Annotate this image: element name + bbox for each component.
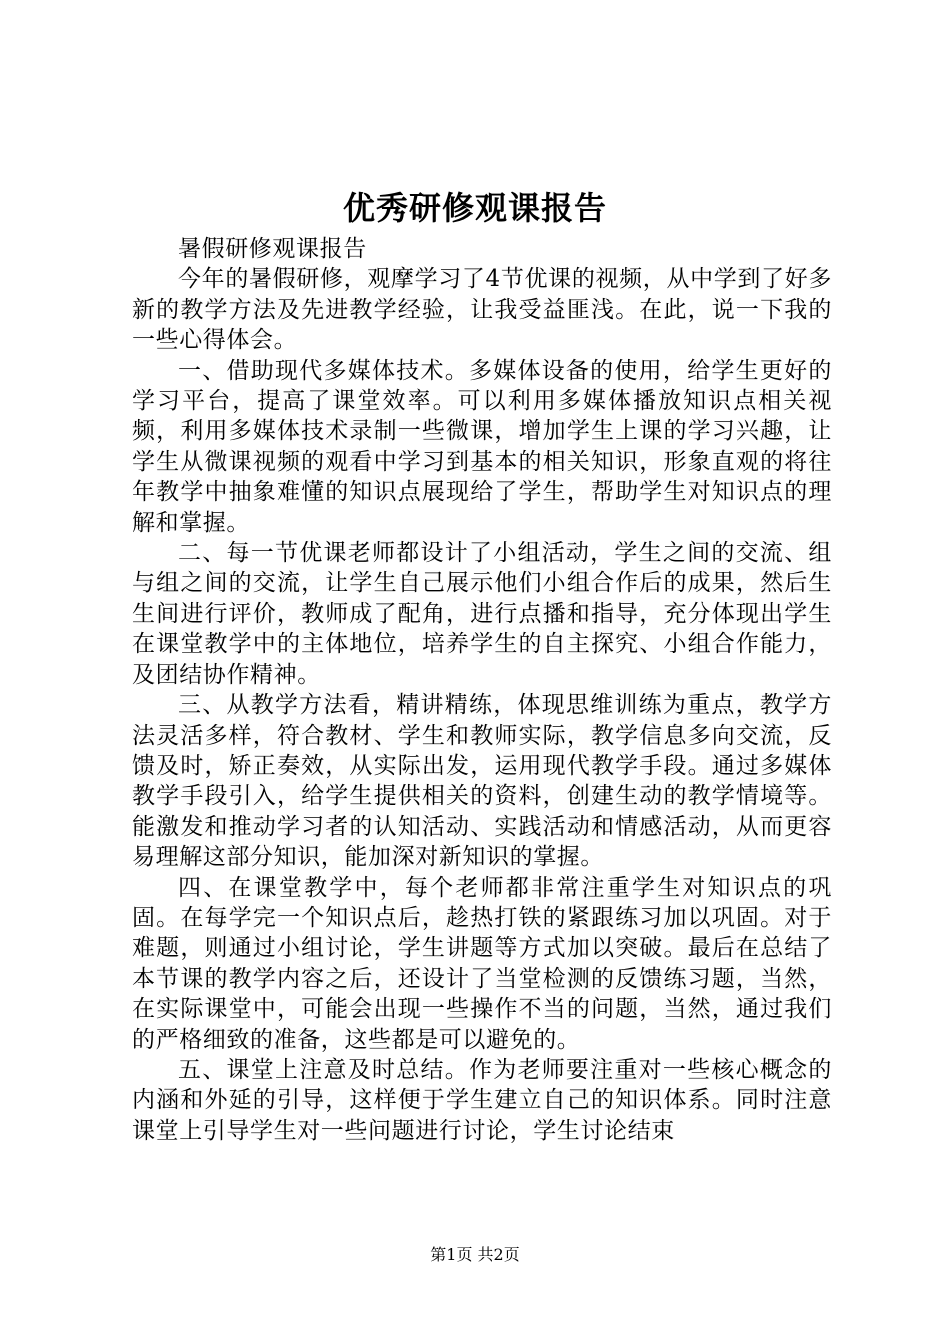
paragraph-intro: 今年的暑假研修，观摩学习了4节优课的视频，从中学到了好多新的教学方法及先进教学经验，让我受益匪浅。在此，说一下我的一些心得体会。 bbox=[132, 266, 832, 354]
paragraph-point-5: 五、课堂上注意及时总结。作为老师要注重对一些核心概念的内涵和外延的引导，这样便于学生建立自己的知识体系。同时注意课堂上引导学生对一些问题进行讨论，学生讨论结束 bbox=[132, 1056, 832, 1144]
document-subtitle: 暑假研修观课报告 bbox=[178, 236, 367, 262]
page-number-footer: 第1页 共2页 bbox=[430, 1245, 520, 1264]
paragraph-point-4: 四、在课堂教学中，每个老师都非常注重学生对知识点的巩固。在每学完一个知识点后，趁热打铁的紧跟练习加以巩固。对于难题，则通过小组讨论，学生讲题等方式加以突破。最后在总结了本节课的教学内容之后，还设计了当堂检测的反馈练习题，当然，在实际课堂中，可能会出现一些操作不当的问题，当然，通过我们的严格细致的准备，这些都是可以避免的。 bbox=[132, 874, 832, 1053]
paragraph-point-3: 三、从教学方法看，精讲精练，体现思维训练为重点，教学方法灵活多样，符合教材、学生和教师实际，教学信息多向交流，反馈及时，矫正奏效，从实际出发，运用现代教学手段。通过多媒体教学手段引入，给学生提供相关的资料，创建生动的教学情境等。能激发和推动学习者的认知活动、实践活动和情感活动，从而更容易理解这部分知识，能加深对新知识的掌握。 bbox=[132, 692, 832, 871]
document-body bbox=[132, 234, 832, 1146]
document-title: 优秀研修观课报告 bbox=[342, 189, 607, 227]
paragraph-point-2: 二、每一节优课老师都设计了小组活动，学生之间的交流、组与组之间的交流，让学生自己展示他们小组合作后的成果，然后生生间进行评价，教师成了配角，进行点播和指导，充分体现出学生在课堂教学中的主体地位，培养学生的自主探究、小组合作能力，及团结协作精神。 bbox=[132, 540, 832, 688]
paragraph-point-1: 一、借助现代多媒体技术。多媒体设备的使用，给学生更好的学习平台，提高了课堂效率。可以利用多媒体播放知识点相关视频，利用多媒体技术录制一些微课，增加学生上课的学习兴趣，让学生从微课视频的观看中学习到基本的相关知识，形象直观的将往年教学中抽象难懂的知识点展现给了学生，帮助学生对知识点的理解和掌握。 bbox=[132, 357, 832, 536]
